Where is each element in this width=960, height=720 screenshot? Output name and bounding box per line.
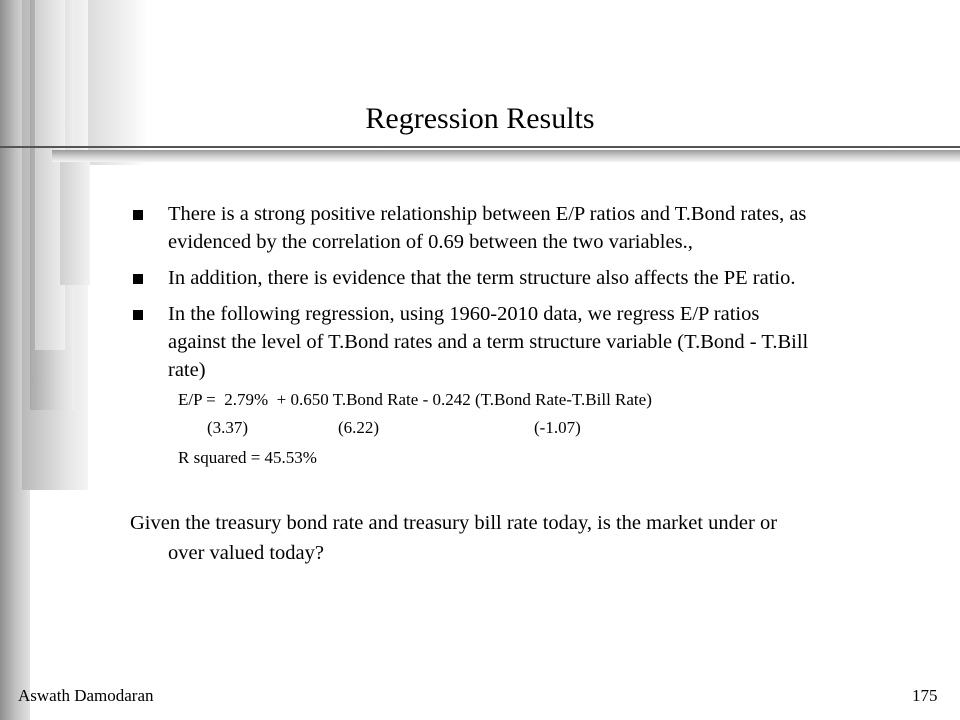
bullet-list [130,200,930,392]
page-number: 175 [912,686,938,705]
bullet-item [130,300,930,384]
bullet-text: There is a strong positive relationship between E/P ratios and T.Bond rates, as [168,203,807,225]
decor-bar [60,160,90,285]
bullet-square-icon [133,210,143,220]
t-stat-intercept: (3.37) [207,418,249,437]
footer-author: Aswath Damodaran [18,686,154,705]
bullet-text: against the level of T.Bond rates and a term structure variable (T.Bond - T.Bill [168,331,809,353]
title-underline-bar [52,150,960,162]
bullet-item [130,200,930,256]
question-text: Given the treasury bond rate and treasury bill rate today, is the market under or [130,512,778,534]
bullet-text: rate) [168,359,206,381]
bullet-square-icon [133,310,143,320]
bullet-text: In addition, there is evidence that the term structure also affects the PE ratio. [168,267,796,289]
bullet-text: In the following regression, using 1960-2010 data, we regress E/P ratios [168,303,760,325]
decor-bar [88,0,148,165]
slide-title: Regression Results [365,102,595,135]
bullet-item [130,264,930,292]
r-squared: R squared = 45.53% [178,448,317,467]
closing-question [130,508,920,568]
t-stat-term-structure: (-1.07) [534,418,581,437]
regression-equation: E/P = 2.79% + 0.650 T.Bond Rate - 0.242 (T.Bond Rate-T.Bill Rate) [178,390,652,409]
bullet-text: evidenced by the correlation of 0.69 between the two variables., [168,231,693,253]
bullet-square-icon [133,274,143,284]
title-divider [0,146,960,148]
question-text: over valued today? [168,542,324,564]
t-stat-tbond: (6.22) [338,418,380,437]
